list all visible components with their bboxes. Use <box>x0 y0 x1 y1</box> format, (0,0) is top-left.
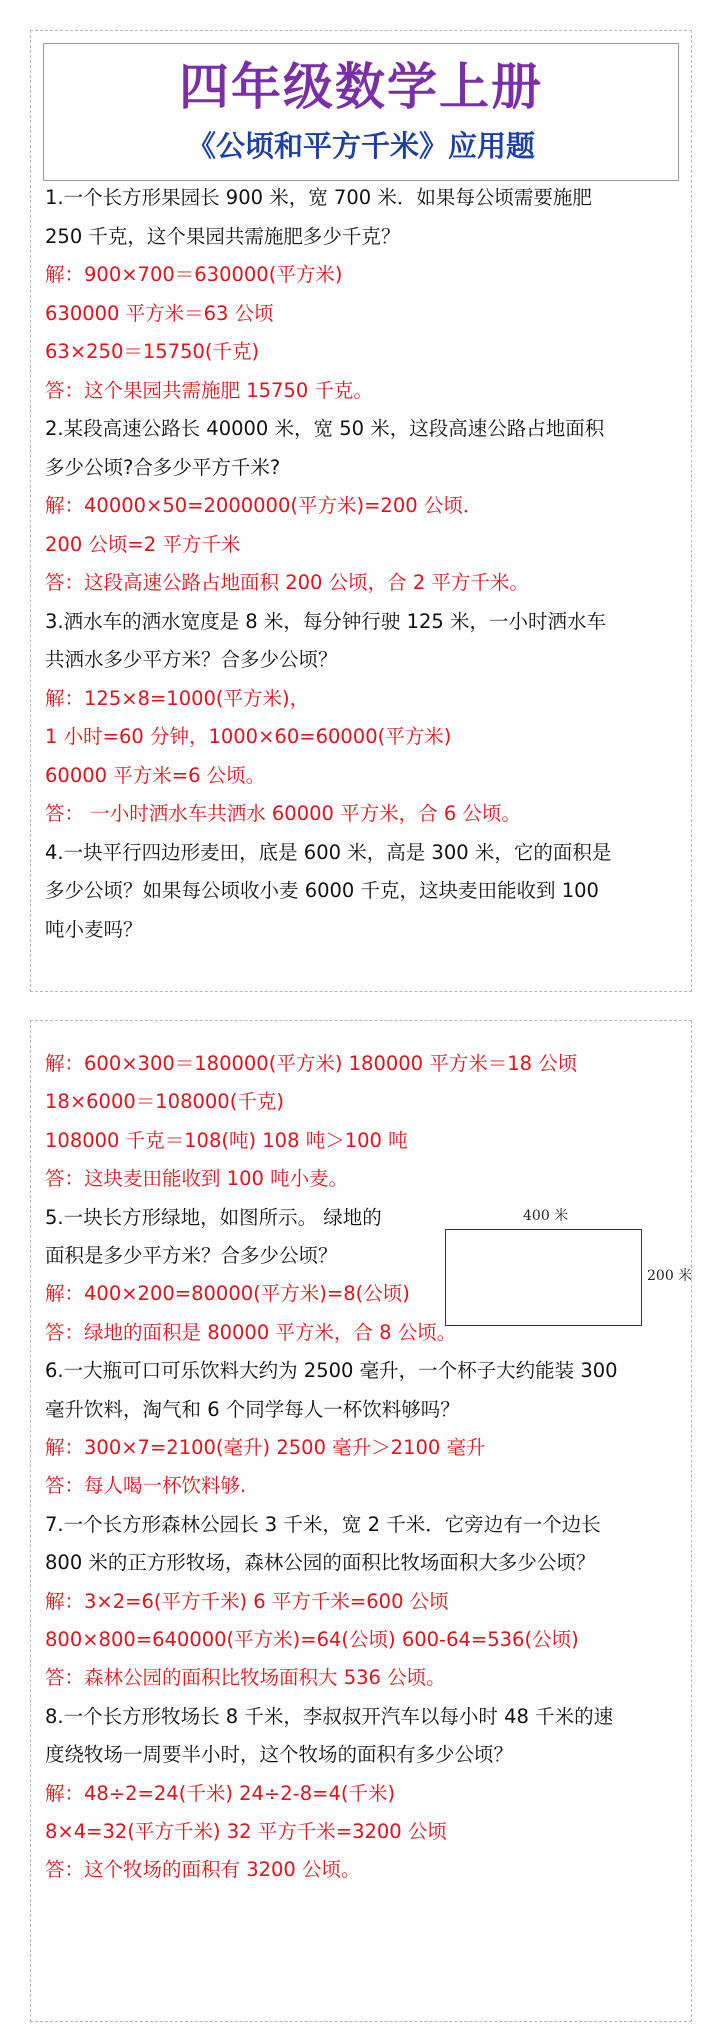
title-box <box>43 43 679 181</box>
solution-line: 答：这个牧场的面积有 3200 公顷。 <box>45 1858 361 1882</box>
question-line: 250 千克，这个果园共需施肥多少千克？ <box>45 224 401 248</box>
solution-line: 解：300×7=2100(毫升) 2500 毫升＞2100 毫升 <box>45 1436 486 1459</box>
question-line: 4.一块平行四边形麦田，底是 600 米，高是 300 米，它的面积是 <box>45 840 612 864</box>
solution-line: 18×6000＝108000(千克) <box>45 1090 284 1114</box>
question-line: 3.洒水车的洒水宽度是 8 米，每分钟行驶 125 米，一小时洒水车 <box>45 609 607 633</box>
worksheet-page-2 <box>30 1020 692 2022</box>
question-line: 5.一块长方形绿地，如图所示。 绿地的 <box>45 1205 382 1229</box>
solution-line: 答：森林公园的面积比牧场面积大 536 公顷。 <box>45 1666 446 1690</box>
solution-line: 解：3×2=6(平方千米) 6 平方千米=600 公顷 <box>45 1589 449 1613</box>
question-line: 800 米的正方形牧场，森林公园的面积比牧场面积大多少公顷？ <box>45 1551 596 1575</box>
solution-line: 答：绿地的面积是 80000 平方米，合 8 公顷。 <box>45 1320 457 1344</box>
solution-line: 解：125×8=1000(平方米)， <box>45 686 310 710</box>
question-line: 多少公顷？如果每公顷收小麦 6000 千克，这块麦田能收到 100 <box>45 879 599 902</box>
question-line: 6.一大瓶可口可乐饮料大约为 2500 毫升，一个杯子大约能装 300 <box>45 1359 618 1383</box>
solution-line: 解：400×200=80000(平方米)=8(公顷) <box>45 1282 410 1306</box>
solution-line: 8×4=32(平方千米) 32 平方千米=3200 公顷 <box>45 1820 447 1843</box>
page-subtitle: 《公顷和平方千米》应用题 <box>186 129 535 163</box>
question-line: 1.一个长方形果园长 900 米，宽 700 米．如果每公顷需要施肥 <box>45 186 592 209</box>
figure-width-label: 200 米 <box>647 1268 693 1284</box>
solution-line: 1 小时=60 分钟，1000×60=60000(平方米) <box>45 725 452 748</box>
solution-line: 630000 平方米＝63 公顷 <box>45 301 274 325</box>
solution-line: 解：600×300＝180000(平方米) 180000 平方米＝18 公顷 <box>45 1052 578 1075</box>
page-title: 四年级数学上册 <box>179 58 543 116</box>
question-line: 2.某段高速公路长 40000 米，宽 50 米，这段高速公路占地面积 <box>45 417 605 440</box>
question-line: 7.一个长方形森林公园长 3 千米，宽 2 千米．它旁边有一个边长 <box>45 1512 601 1536</box>
solution-line: 答：这块麦田能收到 100 吨小麦。 <box>45 1167 349 1191</box>
solution-line: 63×250＝15750(千克) <box>45 340 260 363</box>
question-line: 毫升饮料，淘气和 6 个同学每人一杯饮料够吗？ <box>45 1397 460 1421</box>
solution-line: 解：900×700＝630000(平方米) <box>45 263 343 286</box>
question-line: 8.一个长方形牧场长 8 千米，李叔叔开汽车以每小时 48 千米的速 <box>45 1704 614 1728</box>
figure-length-label: 400 米 <box>523 1208 569 1224</box>
question-line: 度绕牧场一周要半小时，这个牧场的面积有多少公顷？ <box>45 1743 514 1767</box>
question-line: 吨小麦吗？ <box>45 917 143 941</box>
solution-line: 答：每人喝一杯饮料够. <box>45 1474 247 1498</box>
solution-line: 答： 一小时洒水车共洒水 60000 平方米，合 6 公顷。 <box>45 802 521 825</box>
question-line: 面积是多少平方米？合多少公顷？ <box>45 1244 338 1267</box>
solution-line: 解：48÷2=24(千米) 24÷2-8=4(千米) <box>45 1781 396 1805</box>
solution-line: 800×800=640000(平方米)=64(公顷) 600-64=536(公顷) <box>45 1628 579 1651</box>
question-line: 共洒水多少平方米？合多少公顷？ <box>45 648 338 671</box>
question-line: 多少公顷?合多少平方千米? <box>45 455 281 479</box>
solution-line: 解：40000×50=2000000(平方米)=200 公顷． <box>45 494 483 517</box>
rectangle-figure <box>445 1229 642 1326</box>
solution-line: 60000 平方米=6 公顷。 <box>45 763 266 787</box>
solution-line: 200 公顷=2 平方千米 <box>45 532 241 556</box>
solution-line: 答：这段高速公路占地面积 200 公顷，合 2 平方千米。 <box>45 571 529 594</box>
solution-line: 108000 千克＝108(吨) 108 吨＞100 吨 <box>45 1128 408 1152</box>
worksheet-page-1 <box>30 30 692 992</box>
solution-line: 答：这个果园共需施肥 15750 千克。 <box>45 378 373 402</box>
